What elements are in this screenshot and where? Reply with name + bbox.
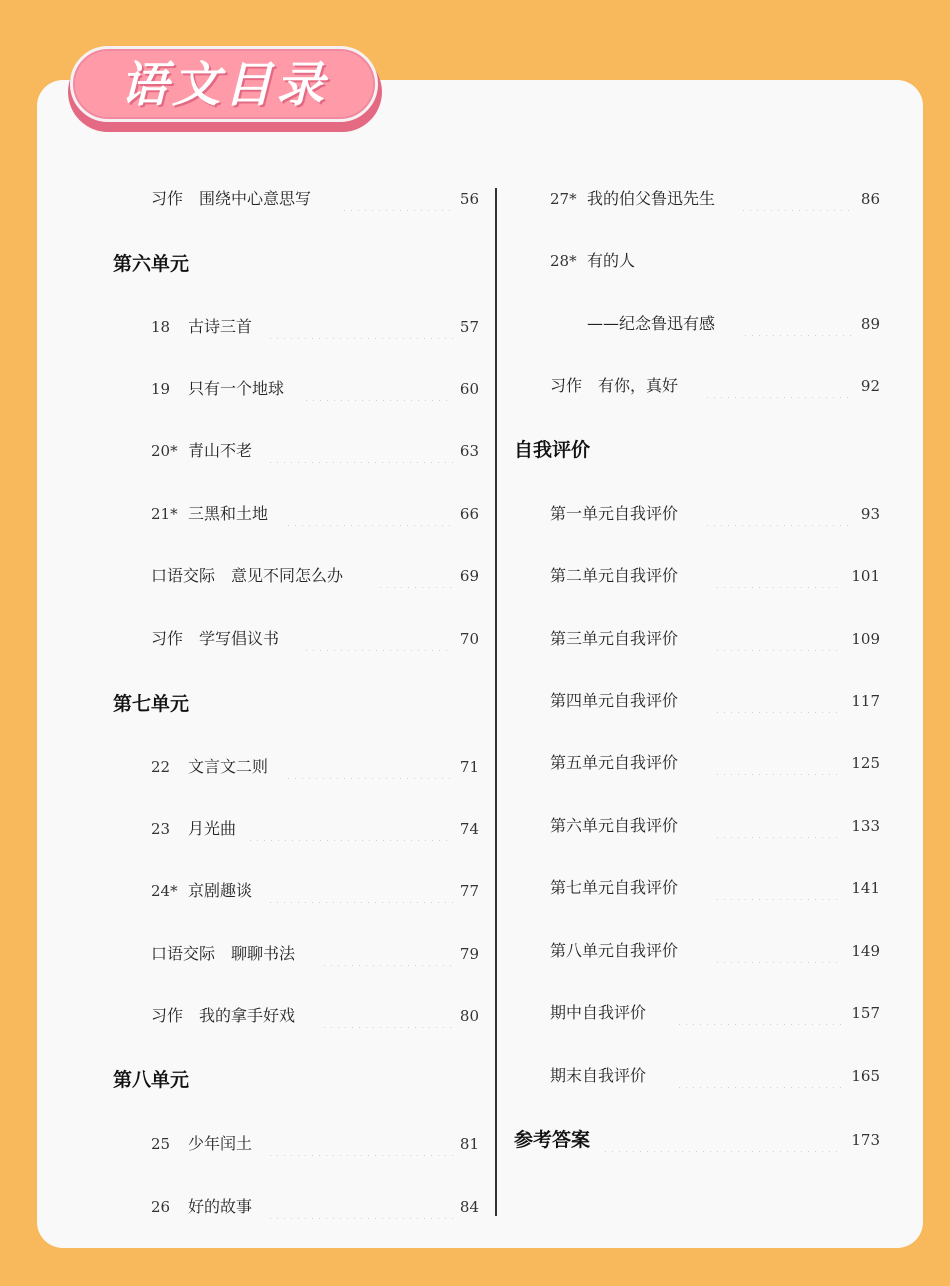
toc-entry[interactable] — [151, 187, 479, 211]
entry-title: 第七单元自我评价 — [550, 878, 679, 897]
page-number: 79 — [459, 945, 479, 963]
lesson-number: 21* — [151, 505, 178, 523]
entry-title: 三黑和土地 — [188, 504, 269, 523]
page-number: 71 — [459, 758, 479, 776]
entry-title: 第六单元自我评价 — [550, 816, 679, 835]
leader-dots — [267, 315, 453, 339]
page-number: 125 — [851, 754, 880, 772]
lesson-number: 23 — [151, 820, 171, 838]
entry-title: 我的伯父鲁迅先生 — [587, 189, 716, 208]
page-number: 74 — [459, 820, 479, 838]
toc-entry[interactable] — [550, 814, 880, 838]
toc-entry[interactable] — [151, 439, 479, 463]
leader-dots — [303, 627, 453, 651]
page-number: 57 — [459, 318, 479, 336]
page-number: 101 — [851, 567, 880, 585]
entry-title: 古诗三首 — [188, 317, 253, 336]
toc-entry[interactable] — [550, 249, 880, 273]
section-heading: 第七单元 — [113, 693, 190, 715]
toc-entry[interactable] — [151, 879, 479, 903]
page-number: 93 — [860, 505, 880, 523]
page-number: 66 — [459, 505, 479, 523]
entry-title: 少年闰土 — [188, 1134, 253, 1153]
toc-entry[interactable] — [550, 939, 880, 963]
section-heading: 自我评价 — [514, 439, 591, 461]
entry-title: 只有一个地球 — [188, 379, 285, 398]
leader-dots — [714, 627, 842, 651]
page-number: 173 — [851, 1131, 880, 1149]
entry-subtitle: ——纪念鲁迅有感 — [587, 314, 716, 333]
page-number: 117 — [851, 692, 880, 710]
leader-dots — [714, 751, 842, 775]
leader-dots — [704, 502, 852, 526]
toc-entry[interactable] — [550, 502, 880, 526]
page-number: 56 — [459, 190, 479, 208]
entry-title: 好的故事 — [188, 1197, 253, 1216]
toc-entry[interactable] — [151, 817, 479, 841]
entry-title: 京剧趣谈 — [188, 881, 253, 900]
leader-dots — [303, 377, 453, 401]
leader-dots — [285, 755, 453, 779]
toc-entry[interactable] — [151, 1004, 479, 1028]
page-title: 语文目录 — [119, 57, 328, 113]
entry-title: 习作 我的拿手好戏 — [151, 1006, 296, 1025]
toc-entry[interactable] — [550, 1001, 880, 1025]
leader-dots — [742, 312, 852, 336]
lesson-number: 25 — [151, 1135, 171, 1153]
entry-title: 有的人 — [587, 251, 636, 270]
entry-title: 第五单元自我评价 — [550, 753, 679, 772]
lesson-number: 22 — [151, 758, 171, 776]
page-number: 60 — [459, 380, 479, 398]
leader-dots — [704, 374, 852, 398]
leader-dots — [267, 879, 453, 903]
entry-title: 第一单元自我评价 — [550, 504, 679, 523]
leader-dots — [267, 1132, 453, 1156]
page-number: 70 — [459, 630, 479, 648]
entry-title: 期末自我评价 — [550, 1066, 647, 1085]
toc-entry[interactable] — [550, 1064, 880, 1088]
toc-entry[interactable] — [550, 876, 880, 900]
entry-title: 习作 围绕中心意思写 — [151, 189, 312, 208]
entry-title: 第三单元自我评价 — [550, 629, 679, 648]
page-number: 165 — [851, 1067, 880, 1085]
leader-dots — [247, 817, 453, 841]
leader-dots — [267, 1195, 453, 1219]
lesson-number: 26 — [151, 1198, 171, 1216]
leader-dots — [285, 502, 453, 526]
leader-dots — [714, 689, 842, 713]
toc-entry[interactable] — [550, 187, 880, 211]
lesson-number: 28* — [550, 252, 577, 270]
toc-entry[interactable] — [550, 627, 880, 651]
page-number: 157 — [851, 1004, 880, 1022]
page-number: 141 — [851, 879, 880, 897]
entry-title: 口语交际 聊聊书法 — [151, 944, 296, 963]
leader-dots — [714, 876, 842, 900]
entry-title: 习作 有你，真好 — [550, 376, 679, 395]
lesson-number: 18 — [151, 318, 171, 336]
toc-entry[interactable] — [550, 689, 880, 713]
toc-entry[interactable] — [550, 374, 880, 398]
toc-entry[interactable] — [151, 1195, 479, 1219]
page-number: 77 — [459, 882, 479, 900]
entry-title: 参考答案 — [514, 1129, 591, 1151]
lesson-number: 20* — [151, 442, 178, 460]
entry-title: 第四单元自我评价 — [550, 691, 679, 710]
leader-dots — [341, 187, 453, 211]
leader-dots — [321, 1004, 453, 1028]
leader-dots — [714, 564, 842, 588]
toc-entry[interactable] — [550, 564, 880, 588]
lesson-number: 19 — [151, 380, 171, 398]
page-number: 92 — [860, 377, 880, 395]
page-number: 89 — [860, 315, 880, 333]
leader-dots — [714, 814, 842, 838]
leader-dots — [714, 939, 842, 963]
page-number: 149 — [851, 942, 880, 960]
toc-entry-subtitle[interactable] — [550, 312, 880, 336]
toc-entry[interactable] — [151, 942, 479, 966]
toc-entry[interactable] — [151, 502, 479, 526]
toc-entry[interactable] — [514, 1128, 880, 1152]
toc-entry[interactable] — [151, 755, 479, 779]
page-number: 133 — [851, 817, 880, 835]
page-number: 80 — [459, 1007, 479, 1025]
section-heading: 第六单元 — [113, 253, 190, 275]
toc-entry[interactable] — [151, 315, 479, 339]
toc-entry[interactable] — [151, 377, 479, 401]
lesson-number: 24* — [151, 882, 178, 900]
lesson-number: 27* — [550, 190, 577, 208]
entry-title: 文言文二则 — [188, 757, 269, 776]
entry-title: 习作 学写倡议书 — [151, 629, 280, 648]
page-number: 81 — [459, 1135, 479, 1153]
entry-title: 第二单元自我评价 — [550, 566, 679, 585]
entry-title: 第八单元自我评价 — [550, 941, 679, 960]
toc-entry[interactable] — [151, 564, 479, 588]
leader-dots — [267, 439, 453, 463]
title-badge — [70, 46, 378, 122]
leader-dots — [321, 942, 453, 966]
leader-dots — [740, 187, 852, 211]
entry-title: 口语交际 意见不同怎么办 — [151, 566, 344, 585]
page-number: 109 — [851, 630, 880, 648]
entry-title: 月光曲 — [188, 819, 237, 838]
entry-title: 期中自我评价 — [550, 1003, 647, 1022]
leader-dots — [676, 1064, 842, 1088]
page-number: 84 — [459, 1198, 479, 1216]
leader-dots — [602, 1128, 842, 1152]
leader-dots — [676, 1001, 842, 1025]
entry-title: 青山不老 — [188, 441, 253, 460]
toc-entry[interactable] — [151, 627, 479, 651]
page-number: 63 — [459, 442, 479, 460]
toc-entry[interactable] — [151, 1132, 479, 1156]
toc-entry[interactable] — [550, 751, 880, 775]
section-heading: 第八单元 — [113, 1069, 190, 1091]
column-divider — [495, 188, 497, 1216]
page-number: 86 — [860, 190, 880, 208]
leader-dots — [377, 564, 453, 588]
page-number: 69 — [459, 567, 479, 585]
